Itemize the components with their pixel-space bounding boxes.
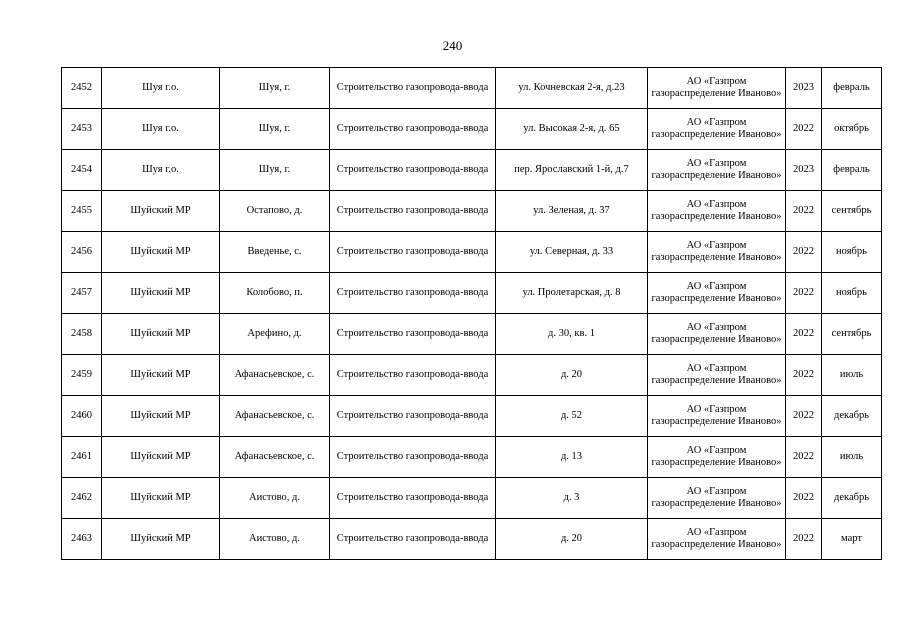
- work-type-cell: Строительство газопровода-ввода: [330, 314, 496, 355]
- row-number-cell: 2454: [62, 150, 102, 191]
- table-row: [62, 109, 882, 150]
- district-cell: Шуйский МР: [102, 232, 220, 273]
- table-row: [62, 355, 882, 396]
- month-cell: декабрь: [822, 396, 882, 437]
- row-number-cell: 2463: [62, 519, 102, 560]
- row-number-cell: 2452: [62, 68, 102, 109]
- address-cell: д. 20: [496, 519, 648, 560]
- work-type-cell: Строительство газопровода-ввода: [330, 109, 496, 150]
- district-cell: Шуя г.о.: [102, 68, 220, 109]
- address-cell: ул. Высокая 2-я, д. 65: [496, 109, 648, 150]
- month-cell: март: [822, 519, 882, 560]
- row-number-cell: 2457: [62, 273, 102, 314]
- company-cell: АО «Газпром газораспределение Иваново»: [648, 314, 786, 355]
- table-row: [62, 478, 882, 519]
- work-type-cell: Строительство газопровода-ввода: [330, 191, 496, 232]
- address-cell: ул. Кочневская 2-я, д.23: [496, 68, 648, 109]
- row-number-cell: 2461: [62, 437, 102, 478]
- work-type-cell: Строительство газопровода-ввода: [330, 519, 496, 560]
- month-cell: ноябрь: [822, 232, 882, 273]
- district-cell: Шуйский МР: [102, 478, 220, 519]
- row-number-cell: 2453: [62, 109, 102, 150]
- table-row: [62, 273, 882, 314]
- address-cell: пер. Ярославский 1-й, д.7: [496, 150, 648, 191]
- month-cell: октябрь: [822, 109, 882, 150]
- work-type-cell: Строительство газопровода-ввода: [330, 396, 496, 437]
- locality-cell: Введенье, с.: [220, 232, 330, 273]
- company-cell: АО «Газпром газораспределение Иваново»: [648, 519, 786, 560]
- company-cell: АО «Газпром газораспределение Иваново»: [648, 478, 786, 519]
- locality-cell: Шуя, г.: [220, 150, 330, 191]
- district-cell: Шуйский МР: [102, 519, 220, 560]
- locality-cell: Остапово, д.: [220, 191, 330, 232]
- table-row: [62, 191, 882, 232]
- page-number: 240: [442, 38, 463, 53]
- locality-cell: Аистово, д.: [220, 478, 330, 519]
- row-number-cell: 2455: [62, 191, 102, 232]
- locality-cell: Шуя, г.: [220, 109, 330, 150]
- year-cell: 2022: [786, 109, 822, 150]
- district-cell: Шуйский МР: [102, 191, 220, 232]
- table-row: [62, 314, 882, 355]
- address-cell: д. 52: [496, 396, 648, 437]
- registry-table: [61, 67, 882, 560]
- table-row: [62, 396, 882, 437]
- district-cell: Шуйский МР: [102, 437, 220, 478]
- row-number-cell: 2458: [62, 314, 102, 355]
- locality-cell: Афанасьевское, с.: [220, 396, 330, 437]
- year-cell: 2022: [786, 437, 822, 478]
- year-cell: 2022: [786, 273, 822, 314]
- year-cell: 2022: [786, 314, 822, 355]
- address-cell: д. 30, кв. 1: [496, 314, 648, 355]
- work-type-cell: Строительство газопровода-ввода: [330, 150, 496, 191]
- company-cell: АО «Газпром газораспределение Иваново»: [648, 109, 786, 150]
- month-cell: ноябрь: [822, 273, 882, 314]
- company-cell: АО «Газпром газораспределение Иваново»: [648, 191, 786, 232]
- work-type-cell: Строительство газопровода-ввода: [330, 273, 496, 314]
- locality-cell: Афанасьевское, с.: [220, 437, 330, 478]
- work-type-cell: Строительство газопровода-ввода: [330, 478, 496, 519]
- address-cell: д. 13: [496, 437, 648, 478]
- table-row: [62, 68, 882, 109]
- month-cell: июль: [822, 437, 882, 478]
- address-cell: д. 3: [496, 478, 648, 519]
- company-cell: АО «Газпром газораспределение Иваново»: [648, 437, 786, 478]
- address-cell: ул. Северная, д. 33: [496, 232, 648, 273]
- work-type-cell: Строительство газопровода-ввода: [330, 437, 496, 478]
- company-cell: АО «Газпром газораспределение Иваново»: [648, 273, 786, 314]
- year-cell: 2022: [786, 478, 822, 519]
- year-cell: 2022: [786, 191, 822, 232]
- month-cell: декабрь: [822, 478, 882, 519]
- work-type-cell: Строительство газопровода-ввода: [330, 355, 496, 396]
- company-cell: АО «Газпром газораспределение Иваново»: [648, 355, 786, 396]
- table-row: [62, 519, 882, 560]
- year-cell: 2022: [786, 355, 822, 396]
- month-cell: февраль: [822, 150, 882, 191]
- address-cell: ул. Пролетарская, д. 8: [496, 273, 648, 314]
- district-cell: Шуйский МР: [102, 355, 220, 396]
- month-cell: сентябрь: [822, 191, 882, 232]
- year-cell: 2023: [786, 150, 822, 191]
- locality-cell: Шуя, г.: [220, 68, 330, 109]
- work-type-cell: Строительство газопровода-ввода: [330, 68, 496, 109]
- table-body: [62, 68, 882, 560]
- locality-cell: Колобово, п.: [220, 273, 330, 314]
- table-row: [62, 437, 882, 478]
- month-cell: февраль: [822, 68, 882, 109]
- table-row: [62, 232, 882, 273]
- year-cell: 2023: [786, 68, 822, 109]
- district-cell: Шуйский МР: [102, 396, 220, 437]
- locality-cell: Арефино, д.: [220, 314, 330, 355]
- locality-cell: Аистово, д.: [220, 519, 330, 560]
- year-cell: 2022: [786, 519, 822, 560]
- company-cell: АО «Газпром газораспределение Иваново»: [648, 396, 786, 437]
- address-cell: д. 20: [496, 355, 648, 396]
- company-cell: АО «Газпром газораспределение Иваново»: [648, 68, 786, 109]
- district-cell: Шуя г.о.: [102, 150, 220, 191]
- locality-cell: Афанасьевское, с.: [220, 355, 330, 396]
- district-cell: Шуйский МР: [102, 273, 220, 314]
- company-cell: АО «Газпром газораспределение Иваново»: [648, 150, 786, 191]
- month-cell: сентябрь: [822, 314, 882, 355]
- year-cell: 2022: [786, 396, 822, 437]
- address-cell: ул. Зеленая, д. 37: [496, 191, 648, 232]
- district-cell: Шуйский МР: [102, 314, 220, 355]
- district-cell: Шуя г.о.: [102, 109, 220, 150]
- table-row: [62, 150, 882, 191]
- month-cell: июль: [822, 355, 882, 396]
- row-number-cell: 2462: [62, 478, 102, 519]
- company-cell: АО «Газпром газораспределение Иваново»: [648, 232, 786, 273]
- row-number-cell: 2456: [62, 232, 102, 273]
- row-number-cell: 2460: [62, 396, 102, 437]
- work-type-cell: Строительство газопровода-ввода: [330, 232, 496, 273]
- year-cell: 2022: [786, 232, 822, 273]
- row-number-cell: 2459: [62, 355, 102, 396]
